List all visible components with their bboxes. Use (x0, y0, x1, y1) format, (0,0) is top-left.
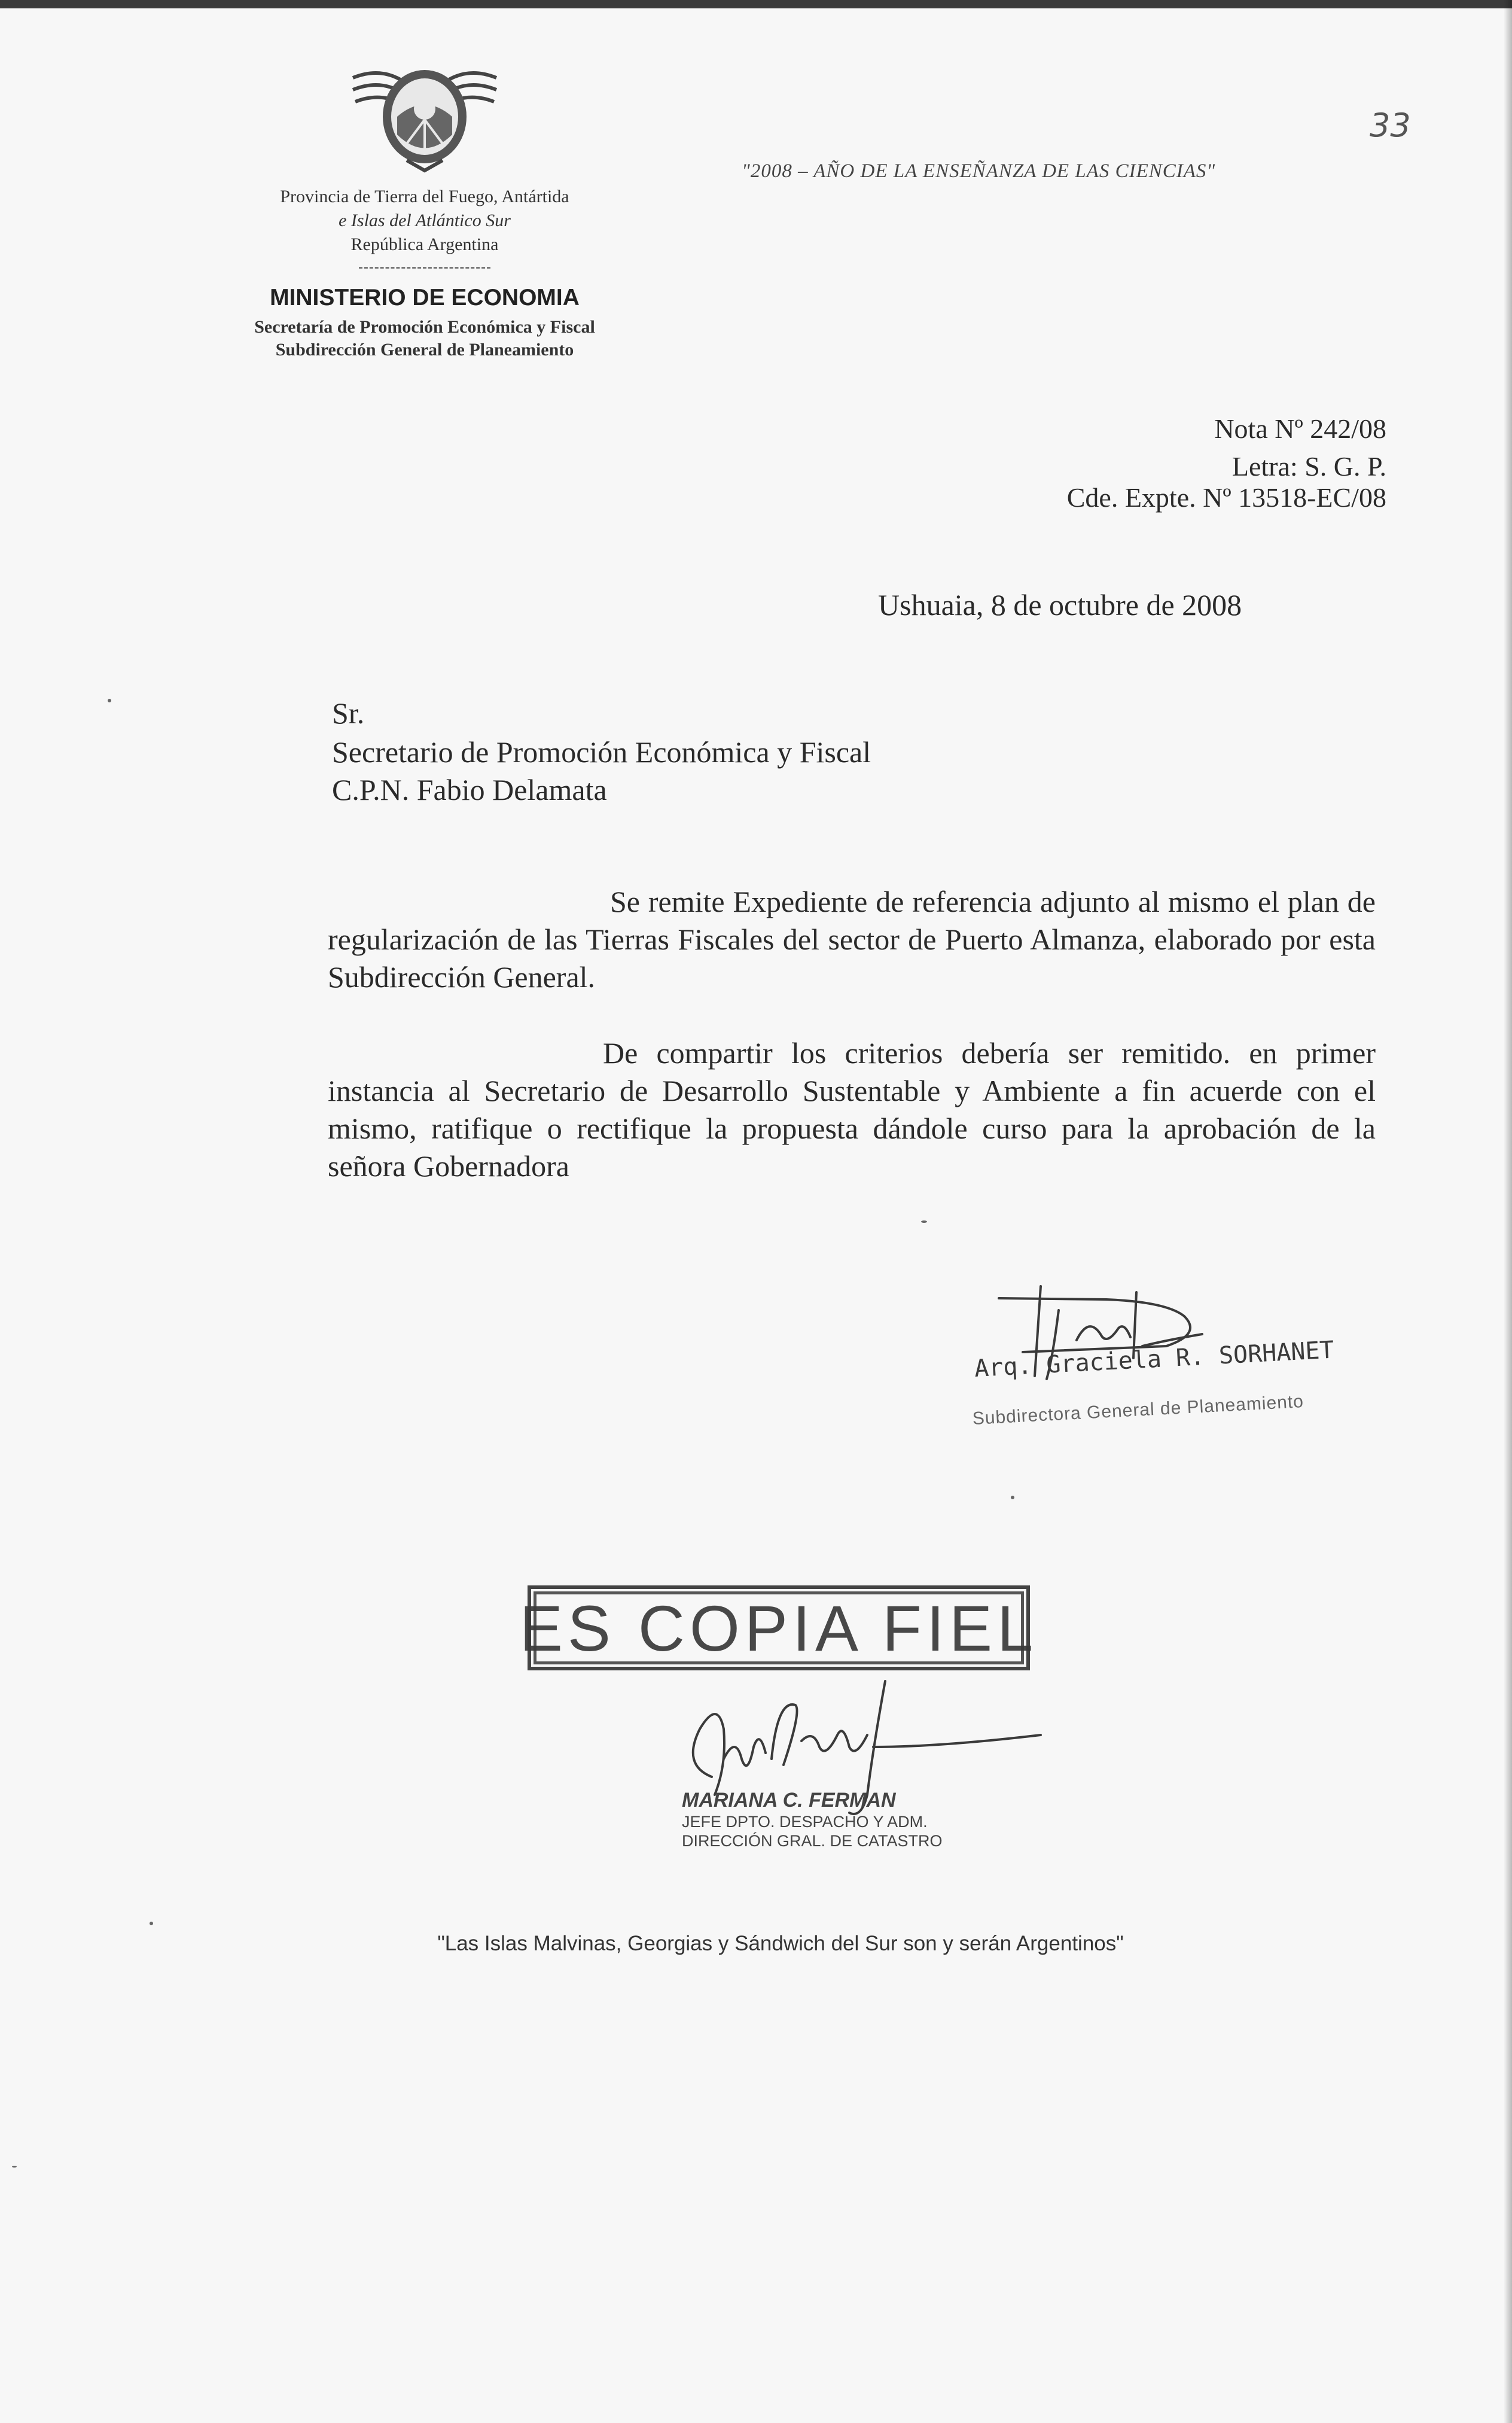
letterhead-islands: e Islas del Atlántico Sur (339, 211, 511, 230)
letterhead-province: Provincia de Tierra del Fuego, Antártida (280, 187, 569, 206)
letterhead-secretariat: Secretaría de Promoción Económica y Fiscal (254, 317, 595, 337)
signature-2-role-line-2: DIRECCIÓN GRAL. DE CATASTRO (682, 1832, 943, 1850)
addressee-title: Secretario de Promoción Económica y Fiscal (332, 735, 871, 769)
place-date: Ushuaia, 8 de octubre de 2008 (878, 588, 1242, 622)
reference-expediente: Cde. Expte. Nº 13518-EC/08 (1066, 482, 1386, 513)
folio-number: 33 (1370, 106, 1411, 144)
body-paragraph-1: Se remite Expediente de referencia adjunto al mismo el plan de regularización de las Tierras Fiscales del sector de Puerto Almanza, elaborado por esta Subdirección General. (328, 885, 1376, 994)
scan-top-edge (0, 0, 1512, 8)
letterhead-republic: República Argentina (350, 235, 499, 254)
signature-1-role: Subdirectora General de Planeamiento (972, 1391, 1304, 1429)
letterhead-ministry: MINISTERIO DE ECONOMIA (270, 285, 580, 311)
scan-speck (108, 699, 111, 702)
addressee-name: C.P.N. Fabio Delamata (332, 773, 607, 806)
scan-speck (12, 2166, 17, 2168)
reference-nota: Nota Nº 242/08 (1214, 413, 1386, 444)
footer-motto: "Las Islas Malvinas, Georgias y Sándwich del Sur son y serán Argentinos" (437, 1932, 1124, 1955)
letterhead-divider (359, 267, 490, 269)
year-motto: "2008 – AÑO DE LA ENSEÑANZA DE LAS CIENCIAS" (742, 160, 1216, 182)
scan-speck (150, 1922, 153, 1925)
reference-letra: Letra: S. G. P. (1231, 451, 1386, 482)
copy-stamp-text: ES COPIA FIEL (519, 1591, 1038, 1664)
addressee-salutation: Sr. (332, 696, 365, 730)
signature-2-role-line-1: JEFE DPTO. DESPACHO Y ADM. (682, 1813, 928, 1831)
signature-1-name: Arq. Graciela R. SORHANET (974, 1336, 1335, 1383)
body-paragraph-2: De compartir los criterios debería ser remitido. en primer instancia al Secretario de Desarrollo Sustentable y Ambiente a fin acuerde con el mismo, ratifique o rectifique la propuesta dándole curso para la aprobación de la señora Gobernadora (328, 1036, 1376, 1183)
letterhead-subdirection: Subdirección General de Planeamiento (275, 340, 574, 360)
copy-stamp (519, 1585, 1038, 1670)
signature-2-name: MARIANA C. FERMAN (682, 1789, 896, 1812)
scan-speck (921, 1220, 927, 1223)
scan-right-edge (1504, 0, 1512, 2423)
scan-speck (1011, 1496, 1014, 1499)
provincial-crest-icon (347, 60, 502, 173)
